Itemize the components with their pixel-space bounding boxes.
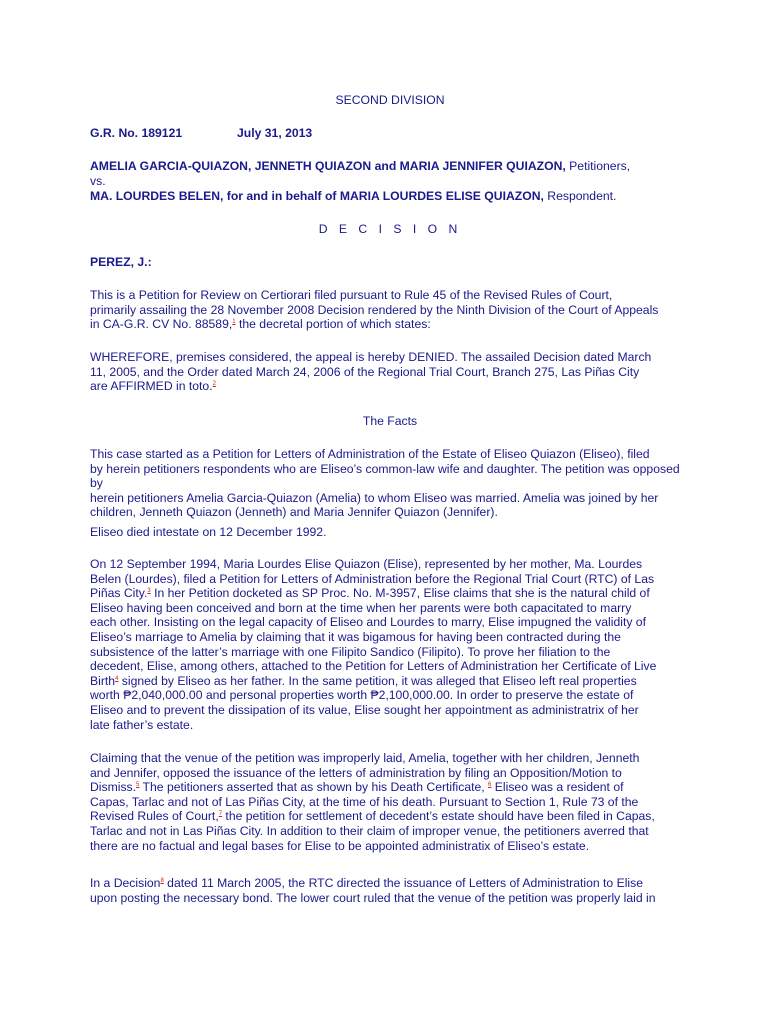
para-line: [90, 674, 690, 689]
decision-heading: D E C I S I O N: [318, 222, 462, 236]
facts-paragraph-5: [90, 876, 690, 905]
para-text: signed by Eliseo as her father. In the same petition, it was alleged that Eliseo left real properties: [118, 673, 637, 688]
respondent-names: MA. LOURDES BELEN, for and in behalf of MARIA LOURDES ELISE QUIAZON,: [90, 189, 544, 203]
para-text: Dismiss.: [90, 780, 137, 795]
footnote-2-link[interactable]: 2: [212, 381, 216, 388]
para-line: Eliseo’s marriage to Amelia by claiming that it was bigamous for having been contracted during the: [90, 629, 621, 644]
para-line: Capas, Tarlac and not of Las Piñas City, at the time of his death. Pursuant to Section 1, Rule 73 of the: [90, 794, 639, 809]
para-line: late father’s estate.: [90, 717, 194, 732]
facts-paragraph-4: [90, 751, 690, 853]
ponente: [90, 255, 690, 270]
document-page: [90, 0, 690, 1024]
para-text: The petitioners asserted that as shown by his Death Certificate,: [139, 780, 489, 795]
para-line: Eliseo having been conceived and born at the time when her parents were both capacitated to marry: [90, 600, 632, 615]
footnote-8-link[interactable]: 8: [160, 878, 164, 884]
para-line: there are no factual and legal bases for Elise to be appointed administratix of Eliseo’s estate.: [90, 838, 590, 853]
para-line: worth ₱2,040,000.00 and personal properties worth ₱2,100,000.00. In order to preserve the estate of: [90, 688, 634, 703]
para-text: Piñas City.: [90, 586, 148, 601]
footnote-4-link[interactable]: 4: [115, 675, 119, 682]
facts-line: children, Jenneth Quiazon (Jenneth) and Maria Jennifer Quiazon (Jennifer).: [90, 505, 498, 520]
para-line: Belen (Lourdes), filed a Petition for Letters of Administration before the Regional Trial Court (RTC) of Las: [90, 571, 655, 586]
para-text: Revised Rules of Court,: [90, 809, 219, 824]
facts-paragraph-3: [90, 557, 690, 732]
wherefore-line: [90, 379, 690, 394]
para-line: Claiming that the venue of the petition was improperly laid, Amelia, together with her children, Jenneth: [90, 751, 640, 765]
case-number-line: [90, 126, 690, 141]
para-line: On 12 September 1994, Maria Lourdes Elise Quiazon (Elise), represented by her mother, Ma. Lourdes: [90, 557, 643, 571]
para-text: In a Decision: [90, 876, 161, 890]
intro-line: primarily assailing the 28 November 2008 Decision rendered by the Ninth Division of the Court of Appeals: [90, 302, 659, 317]
wherefore-line: WHEREFORE, premises considered, the appeal is hereby DENIED. The assailed Decision dated March: [90, 350, 652, 364]
facts-line: herein petitioners Amelia Garcia-Quiazon (Amelia) to whom Eliseo was married. Amelia was joined by her: [90, 490, 659, 505]
facts-line: This case started as a Petition for Letters of Administration of the Estate of Eliseo Quiazon (Eliseo), filed: [90, 447, 650, 461]
facts-heading: The Facts: [362, 414, 418, 428]
versus-label: vs.: [90, 174, 106, 188]
wherefore-line: 11, 2005, and the Order dated March 24, 2006 of the Regional Trial Court, Branch 275, Las Piñas City: [90, 364, 640, 379]
intro-paragraph: [90, 288, 690, 332]
division-heading: SECOND DIVISION: [335, 93, 445, 107]
respondent-line: [90, 189, 690, 204]
footnote-5-link[interactable]: 5: [136, 782, 140, 789]
para-text: Eliseo was a resident of: [491, 780, 624, 795]
para-line: upon posting the necessary bond. The lower court ruled that the venue of the petition was properly laid in: [90, 890, 656, 905]
facts-paragraph-1: [90, 447, 690, 520]
respondent-role: Respondent.: [547, 189, 617, 203]
intro-line: This is a Petition for Review on Certiorari filed pursuant to Rule 45 of the Revised Rules of Court,: [90, 288, 613, 302]
para-text: dated 11 March 2005, the RTC directed the issuance of Letters of Administration to Elise: [163, 876, 643, 890]
wherefore-text: are AFFIRMED in toto.: [90, 379, 213, 394]
ponente-name: PEREZ, J.:: [90, 255, 152, 269]
para-text: Birth: [90, 673, 116, 688]
intro-text: the decretal portion of which states:: [235, 317, 431, 332]
gr-number: G.R. No. 189121: [90, 126, 183, 140]
para-line: [90, 809, 690, 824]
para-line: each other. Insisting on the legal capacity of Eliseo and Lourdes to marry, Elise impugned the validity of: [90, 615, 646, 630]
footnote-3-link[interactable]: 3: [147, 588, 151, 595]
intro-line: [90, 317, 690, 332]
para-line: Eliseo and to prevent the dissipation of its value, Elise sought her appointment as administratrix of her: [90, 702, 639, 717]
facts-line: by herein petitioners respondents who are Eliseo’s common-law wife and daughter. The petition was opposed by: [90, 461, 680, 491]
footnote-7-link[interactable]: 7: [218, 811, 223, 818]
intro-text: in CA-G.R. CV No. 88589,: [90, 317, 233, 332]
petitioners-role: Petitioners,: [569, 159, 631, 173]
para-line: and Jennifer, opposed the issuance of the letters of administration by filing an Opposition/Motion to: [90, 765, 622, 780]
para-line: [90, 586, 690, 601]
para-line: subsistence of the latter’s marriage with one Filipito Sandico (Filipito). To prove her filiation to the: [90, 644, 611, 659]
wherefore-paragraph: [90, 350, 690, 394]
para-line: decedent, Elise, among others, attached to the Petition for Letters of Administration her Certificate of Live: [90, 659, 657, 674]
petitioners-names: AMELIA GARCIA-QUIAZON, JENNETH QUIAZON and MARIA JENNIFER QUIAZON,: [90, 159, 566, 173]
para-text: In her Petition docketed as SP Proc. No. M-3957, Elise claims that she is the natural child of: [150, 586, 650, 601]
para-text: the petition for settlement of decedent’s estate should have been filed in Capas,: [222, 809, 655, 824]
footnote-1-link[interactable]: 1: [232, 319, 236, 326]
petitioners-line: [90, 159, 690, 174]
para-line: Tarlac and not in Las Piñas City. In addition to their claim of improper venue, the petitioners averred that: [90, 823, 649, 838]
para-line: [90, 876, 690, 891]
para-line: [90, 780, 690, 795]
eliseo-died-paragraph: Eliseo died intestate on 12 December 1992.: [90, 525, 327, 539]
decision-date: July 31, 2013: [237, 126, 313, 140]
footnote-6-link[interactable]: 6: [488, 782, 492, 789]
